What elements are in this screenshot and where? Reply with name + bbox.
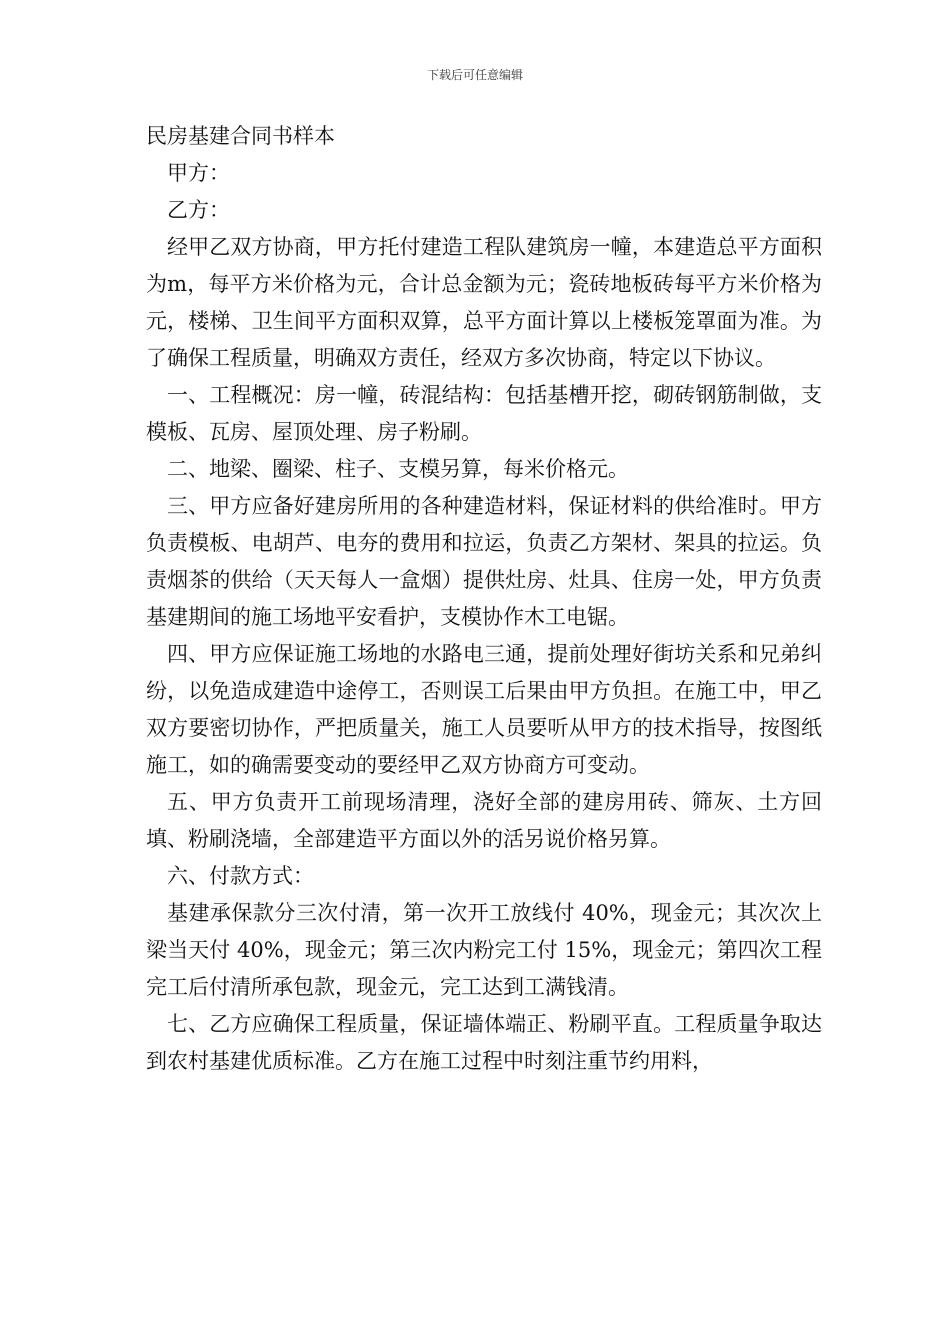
page-header-note: 下载后可任意编辑 (426, 68, 523, 82)
clause-3-paragraph: 三、甲方应备好建房所用的各种建造材料，保证材料的供给准时。甲方负责模板、电胡芦、电夯的费用和拉运，负责乙方架材、架具的拉运。负责烟茶的供给（天天每人一盒烟）提供灶房、灶具、住房一处，甲方负责基建期间的施工场地平安看护，支模协作木工电锯。 (146, 494, 822, 629)
preamble-paragraph: 经甲乙双方协商，甲方托付建造工程队建筑房一幢，本建造总平方面积为m，每平方米价格为元，合计总金额为元；瓷砖地板砖每平方米价格为元，楼梯、卫生间平方面积双算，总平方面计算以上楼板笼罩面为准。为了确保工程质量，明确双方责任，经双方多次协商，特定以下协议。 (146, 235, 822, 370)
party-b-line: 乙方： (167, 198, 230, 222)
document-title: 民房基建合同书样本 (146, 124, 335, 148)
clause-7-paragraph: 七、乙方应确保工程质量，保证墙体端正、粉刷平直。工程质量争取达到农村基建优质标准。乙方在施工过程中时刻注重节约用料， (146, 1012, 822, 1073)
payment-terms-paragraph: 基建承保款分三次付清，第一次开工放线付 40%，现金元；其次次上梁当天付 40%，现金元；第三次内粉完工付 15%，现金元；第四次工程完工后付清所承包款，现金元，完工达到工满钱清。 (146, 901, 822, 999)
document-body (146, 118, 822, 1080)
party-a-line: 甲方： (167, 161, 230, 185)
clause-1-paragraph: 一、工程概况：房一幢，砖混结构：包括基槽开挖，砌砖钢筋制做，支模板、瓦房、屋顶处理、房子粉刷。 (146, 383, 822, 444)
clause-2-paragraph: 二、地梁、圈梁、柱子、支模另算，每米价格元。 (167, 457, 629, 481)
clause-6-heading: 六、付款方式： (167, 864, 314, 888)
clause-4-paragraph: 四、甲方应保证施工场地的水路电三通，提前处理好街坊关系和兄弟纠纷，以免造成建造中途停工，否则误工后果由甲方负担。在施工中，甲乙双方要密切协作，严把质量关，施工人员要听从甲方的技术指导，按图纸施工，如的确需要变动的要经甲乙双方协商方可变动。 (146, 642, 822, 777)
clause-5-paragraph: 五、甲方负责开工前现场清理，浇好全部的建房用砖、筛灰、土方回填、粉刷浇墙，全部建造平方面以外的活另说价格另算。 (146, 790, 822, 851)
